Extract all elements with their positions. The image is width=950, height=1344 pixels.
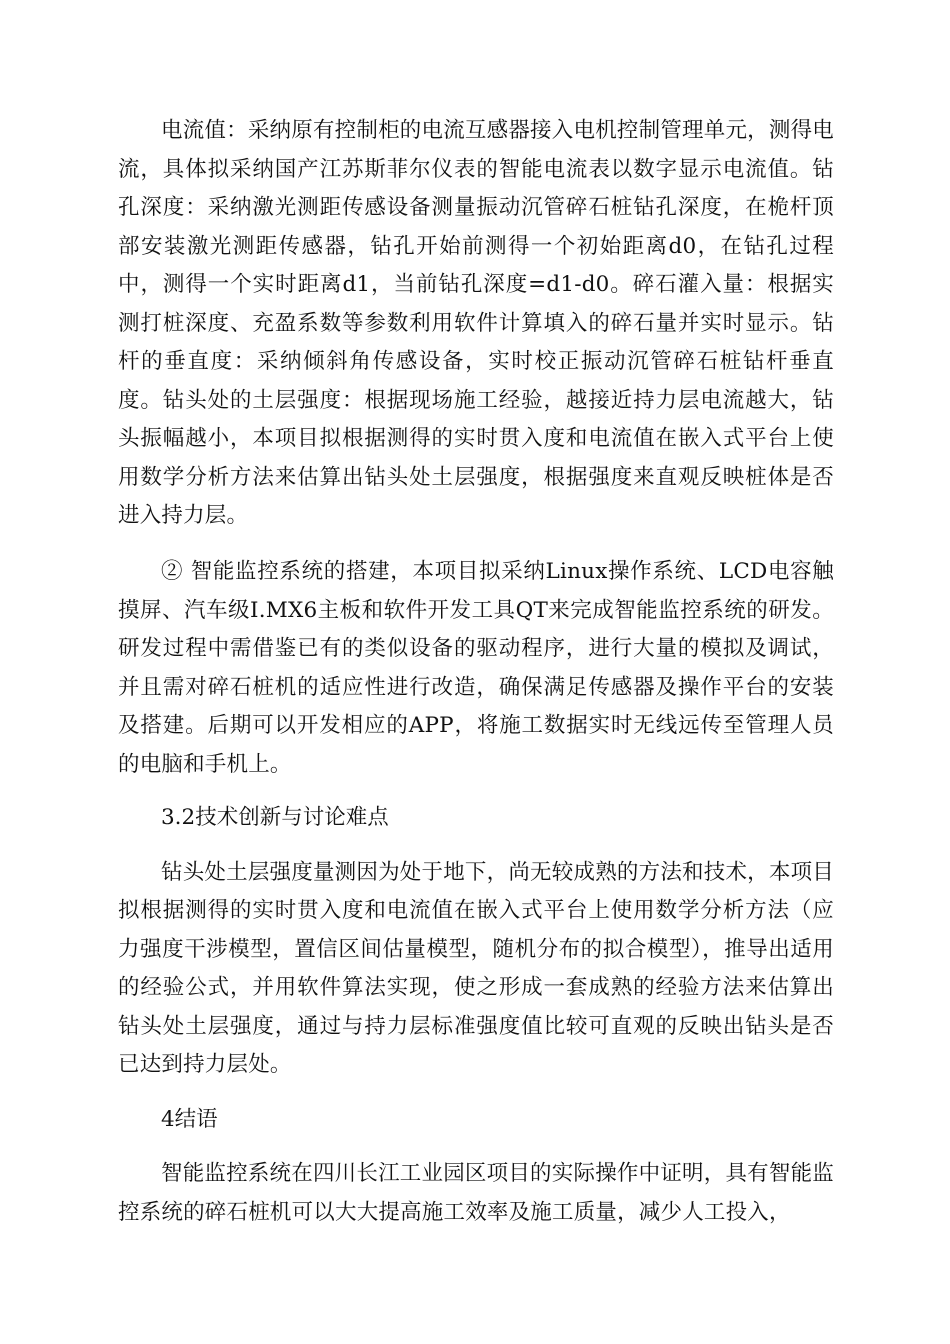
section-heading-conclusion: 4结语 [161,1106,218,1132]
paragraph-current-depth-sensors: 电流值：采纳原有控制柜的电流互感器接入电机控制管理单元，测得电流，具体拟采纳国产江苏斯菲尔仪表的智能电流表以数字显示电流值。钻孔深度：采纳激光测距传感设备测量振动沉管碎石桩钻孔深度，在桅杆顶部安装激光测距传感器，钻孔开始前测得一个初始距离d0，在钻孔过程中，测得一个实时距离d1，当前钻孔深度=d1-d0。碎石灌入量：根据实测打桩深度、充盈系数等参数利用软件计算填入的碎石量并实时显示。钻杆的垂直度：采纳倾斜角传感设备，实时校正振动沉管碎石桩钻杆垂直度。钻头处的土层强度：根据现场施工经验，越接近持力层电流越大，钻头振幅越小，本项目拟根据测得的实时贯入度和电流值在嵌入式平台上使用数学分析方法来估算出钻头处土层强度，根据强度来直观反映桩体是否进入持力层。 [118,118,834,528]
paragraph-monitoring-system-build: ② 智能监控系统的搭建，本项目拟采纳Linux操作系统、LCD电容触摸屏、汽车级I.MX6主板和软件开发工具QT来完成智能监控系统的研发。研发过程中需借鉴已有的类似设备的驱动程序，进行大量的模拟及调试，并且需对碎石桩机的适应性进行改造，确保满足传感器及操作平台的安装及搭建。后期可以开发相应的APP，将施工数据实时无线远传至管理人员的电脑和手机上。 [118,559,834,777]
document-page [118,112,834,1232]
paragraph-soil-strength-method: 钻头处土层强度量测因为处于地下，尚无较成熟的方法和技术，本项目拟根据测得的实时贯入度和电流值在嵌入式平台上使用数学分析方法（应力强度干涉模型，置信区间估量模型，随机分布的拟合模型），推导出适用的经验公式，并用软件算法实现，使之形成一套成熟的经验方法来估算出钻头处土层强度，通过与持力层标准强度值比较可直观的反映出钻头是否已达到持力层处。 [118,859,834,1077]
section-heading-innovation: 3.2技术创新与讨论难点 [161,805,389,830]
paragraph-conclusion: 智能监控系统在四川长江工业园区项目的实际操作中证明，具有智能监控系统的碎石桩机可以大大提高施工效率及施工质量，减少人工投入， [118,1161,834,1225]
